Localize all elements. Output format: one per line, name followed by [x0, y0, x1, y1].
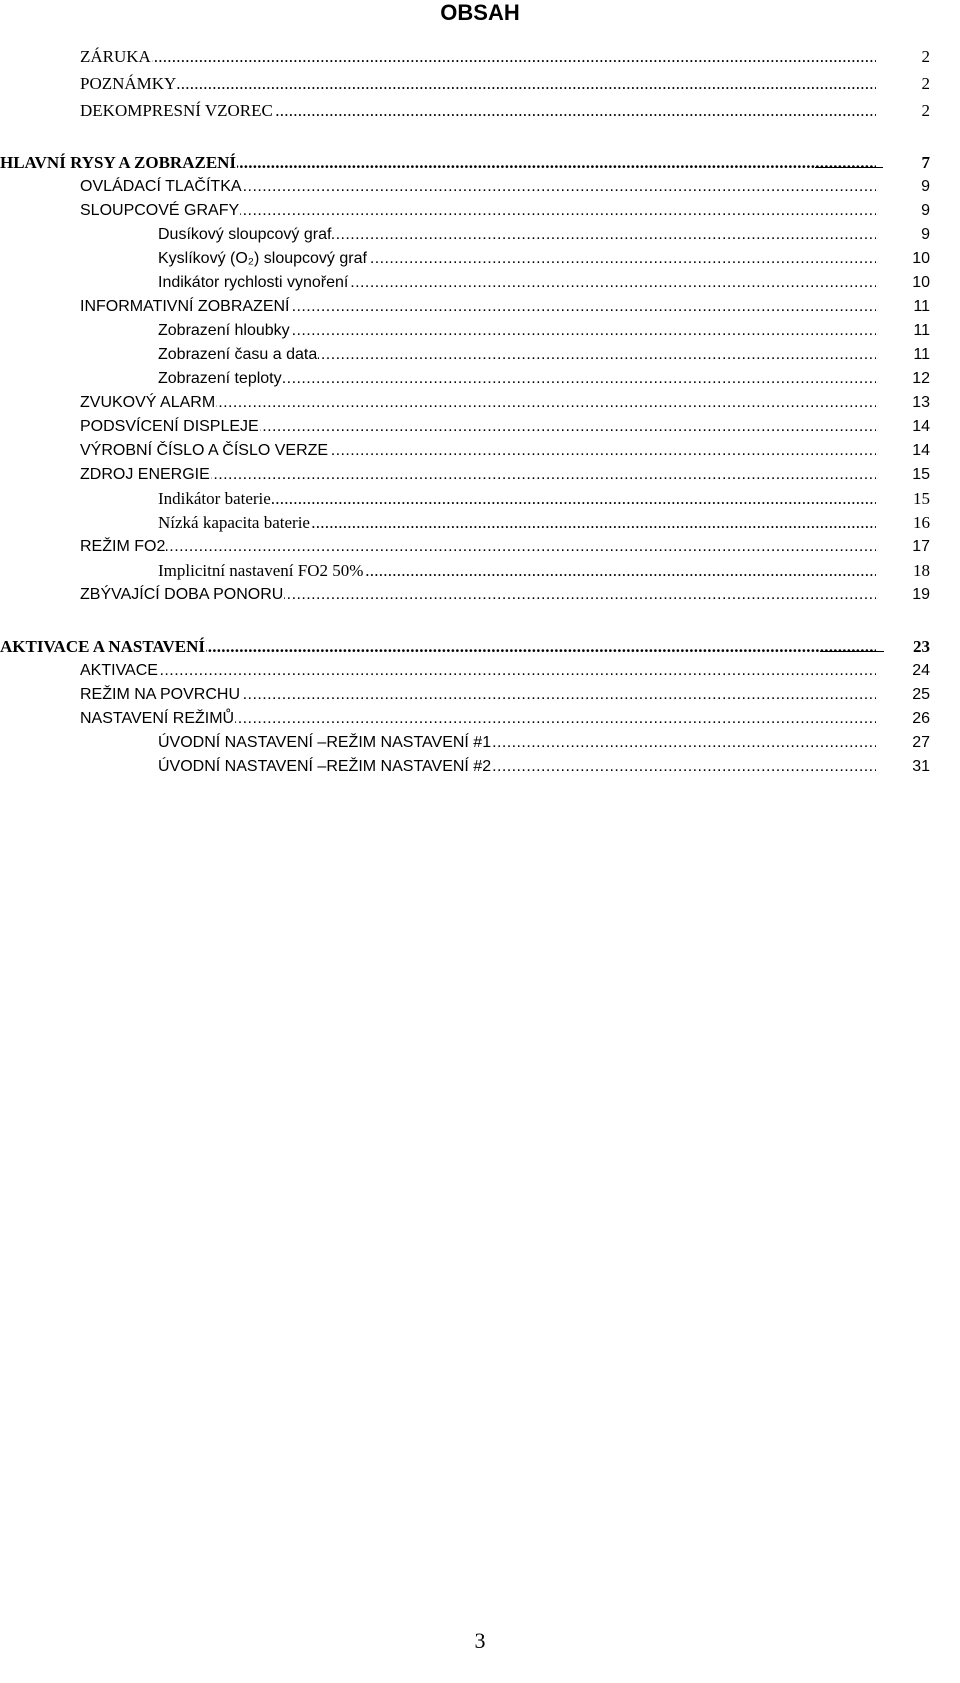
toc-entry-page: 15 — [913, 489, 930, 508]
toc-entry-label: Nízká kapacita baterie — [158, 513, 310, 532]
toc-title: OBSAH — [440, 0, 520, 25]
toc-entry-page: 14 — [912, 442, 930, 459]
toc-entry-page: 17 — [912, 538, 930, 555]
toc-entry[interactable] — [0, 296, 960, 318]
toc-entry-page: 11 — [913, 322, 930, 339]
toc-entry[interactable] — [0, 344, 960, 366]
toc-entry-page: 13 — [912, 394, 930, 411]
toc-entry-page: 31 — [912, 758, 930, 775]
toc-entry-label: VÝROBNÍ ČÍSLO A ČÍSLO VERZE — [80, 440, 329, 462]
toc-entry-label: POZNÁMKY — [80, 74, 177, 93]
toc-entry[interactable] — [0, 756, 960, 778]
toc-entry-page: 12 — [912, 370, 930, 387]
toc-entry-label: PODSVÍCENÍ DISPLEJE — [80, 416, 260, 438]
toc-entry[interactable] — [0, 584, 960, 606]
toc-entry-page: 9 — [921, 202, 930, 219]
toc-entry-page: 11 — [913, 298, 930, 315]
toc-entry[interactable] — [0, 416, 960, 438]
toc-entry-page: 18 — [913, 561, 930, 580]
toc-entry[interactable] — [0, 684, 960, 706]
toc-section-heading[interactable] — [0, 152, 960, 174]
toc-entry[interactable] — [0, 73, 960, 95]
toc-entry-page: 9 — [921, 178, 930, 195]
toc-entry[interactable] — [0, 368, 960, 390]
toc-entry[interactable] — [0, 488, 960, 510]
toc-entry-label: INFORMATIVNÍ ZOBRAZENÍ — [80, 296, 290, 318]
toc-entry-page: 11 — [913, 346, 930, 363]
toc-entry-label: DEKOMPRESNÍ VZOREC — [80, 101, 273, 120]
toc-entry[interactable] — [0, 512, 960, 534]
toc-entry[interactable] — [0, 560, 960, 582]
toc-entry-page: 14 — [912, 418, 930, 435]
toc-entry-page: 7 — [921, 153, 930, 172]
toc-entry[interactable] — [0, 708, 960, 730]
toc-entry[interactable] — [0, 320, 960, 342]
toc-entry-label: REŽIM NA POVRCHU — [80, 684, 241, 706]
toc-entry-label: NASTAVENÍ REŽIMŮ — [80, 708, 235, 730]
toc-entry-page: 15 — [912, 466, 930, 483]
toc-entry-label: OVLÁDACÍ TLAČÍTKA — [80, 176, 243, 198]
toc-entry[interactable] — [0, 732, 960, 754]
toc-entry[interactable] — [0, 536, 960, 558]
toc-entry-page: 25 — [912, 686, 930, 703]
toc-entry-page: 2 — [921, 47, 930, 66]
toc-entry-label: ZÁRUKA — [80, 47, 151, 66]
toc-entry[interactable] — [0, 46, 960, 68]
toc-entry-label: REŽIM FO2 — [80, 536, 166, 558]
toc-entry-label: ZDROJ ENERGIE — [80, 464, 211, 486]
toc-entry-page: 24 — [912, 662, 930, 679]
toc-entry[interactable] — [0, 392, 960, 414]
toc-entry-label: ZBÝVAJÍCÍ DOBA PONORU — [80, 584, 284, 606]
toc-entry-label: ÚVODNÍ NASTAVENÍ –REŽIM NASTAVENÍ #1 — [158, 732, 492, 754]
toc-entry-page: 2 — [921, 74, 930, 93]
toc-entry-page: 16 — [913, 513, 930, 532]
underline-mark — [820, 651, 884, 652]
toc-entry[interactable] — [0, 660, 960, 682]
underline-mark — [815, 167, 883, 168]
toc-entry-label: ÚVODNÍ NASTAVENÍ –REŽIM NASTAVENÍ #2 — [158, 756, 492, 778]
toc-entry-page: 2 — [921, 101, 930, 120]
toc-entry[interactable] — [0, 440, 960, 462]
toc-entry-page: 27 — [912, 734, 930, 751]
toc-entry[interactable] — [0, 200, 960, 222]
toc-entry[interactable] — [0, 464, 960, 486]
toc-entry-label: ZVUKOVÝ ALARM — [80, 392, 216, 414]
toc-entry-label: Zobrazení teploty — [158, 368, 283, 390]
toc-entry-page: 26 — [912, 710, 930, 727]
toc-entry-page: 10 — [912, 250, 930, 267]
toc-entry-page: 10 — [912, 274, 930, 291]
toc-entry[interactable] — [0, 248, 960, 270]
toc-entry-page: 9 — [921, 226, 930, 243]
toc-entry-label: SLOUPCOVÉ GRAFY — [80, 200, 240, 222]
toc-entry[interactable] — [0, 272, 960, 294]
toc-section-heading[interactable] — [0, 636, 960, 658]
toc-entry[interactable] — [0, 100, 960, 122]
toc-entry-label: Indikátor baterie — [158, 489, 271, 508]
toc-entry-label: Implicitní nastavení FO2 50% — [158, 561, 364, 580]
toc-entry-label: Dusíkový sloupcový graf — [158, 224, 332, 246]
toc-entry[interactable] — [0, 176, 960, 198]
toc-entry-label: Kyslíkový (O₂) sloupcový graf — [158, 248, 368, 270]
toc-entry-page: 23 — [913, 637, 930, 656]
toc-entry-label: Zobrazení času a data — [158, 344, 318, 366]
toc-entry[interactable] — [0, 224, 960, 246]
page-number: 3 — [474, 1628, 486, 1653]
toc-entry-page: 19 — [912, 586, 930, 603]
toc-entry-label: Indikátor rychlosti vynoření — [158, 272, 349, 294]
toc-entry-label: AKTIVACE A NASTAVENÍ — [0, 637, 206, 656]
toc-entry-label: HLAVNÍ RYSY A ZOBRAZENÍ — [0, 153, 237, 172]
toc-entry-label: AKTIVACE — [80, 660, 159, 682]
toc-entry-label: Zobrazení hloubky — [158, 320, 291, 342]
